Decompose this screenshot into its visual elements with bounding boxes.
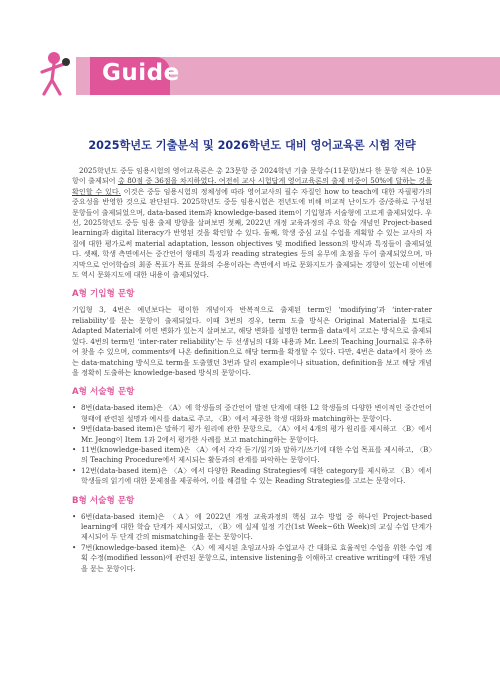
list-item: • 11번(knowledge-based item)은 〈A〉에서 각각 듣기/읽기와 말하기/쓰기에 대한 수업 목표를 제시하고, 〈B〉의 Teaching Procedure에서 제시되는 활동과의 관계를 파악하는 문항이다. (72, 445, 432, 466)
section-a-essay-list (72, 403, 432, 486)
intro-underlined-text: 총 80점 중 36점을 차지하였다. 여전히 교사 시험답게 영어교육론의 출제 비중이 50%에 달하는 것을 확인할 수 있다. (72, 176, 433, 196)
guide-header (0, 57, 500, 95)
mascot-figure-icon (30, 50, 74, 102)
intro-text-1: 2025학년도 중등 임용시험의 영어교육론은 총 23문항 중 2024학년 기출 문항수(11문항)보다 한 문항 적은 10문항이 출제되어 (72, 166, 432, 186)
intro-paragraph (72, 166, 432, 280)
list-item: • 7번(knowledge-based item)은 〈A〉에 제시된 초임교사와 수업교사 간 대화로 효율적인 수업을 위한 수업 계획 수정(modified lesson)에 관련된 문항으로, intensive listening을 이해하고 creative writing에 대한 개념을 묻는 문항이다. (72, 543, 432, 574)
list-item: • 12번(data-based item)은 〈A〉에서 다양한 Reading Strategies에 대한 category를 제시하고 〈B〉에서 학생들의 읽기에 대한 문제점을 제공하여, 이를 해결할 수 있는 Reading Strategies를 고르는 문항이다. (72, 466, 432, 487)
section-b-essay-list (72, 512, 432, 574)
list-item: • 6번(data-based item)은 〈A〉에 2022년 개정 교육과정의 핵심 교수 방법 중 하나인 Project-based learning에 대한 학습 단계가 제시되었고, 〈B〉에 실제 일정 기간(1st Week~6th Week)의 교실 수업 단계가 제시되어 두 단계 간의 mismatching을 묻는 문항이다. (72, 512, 432, 543)
list-item: • 8번(data-based item)은 〈A〉에 학생들의 중간언어 발전 단계에 대한 L2 학생들의 다양한 변이적인 중간언어 형태에 관련된 설명과 예시를 data로 주고, 〈B〉에서 제공한 학생 대화와 matching하는 문항이다. (72, 403, 432, 424)
intro-text-2: 이것은 중등 임용시험의 정체성에 따라 영어교사의 필수 자질인 how to teach에 대한 자필평가의 중요성을 반영한 것으로 판단된다. 2025학년도 중등 임용시험은 전년도에 비해 비교적 난이도가 중/중하로 구성된 문항들이 출제되었으며, data-based item과 knowledge-based item이 기입형과 서술형에 고르게 출제되었다. 우선, 2025학년도 중등 임용 출제 방향을 살펴보면 첫째, 2022년 개정 교육과정의 주요 학습 개념인 Project-based learning과 digital literacy가 반영된 것을 확인할 수 있다. 둘째, 학생 중심 교실 수업을 계획할 수 있는 교사의 자질에 대한 평가로써 material adaptation, lesson objectives 및 modified lesson의 방식과 특징들이 출제되었다. 셋째, 학생 측면에서는 중간언어 형태의 특징과 reading strategies 등의 유무에 초점을 두어 출제되었으며, 마지막으로 언어학습의 최종 목표가 목표 문화의 수용이라는 측면에서 바로 문화지도가 출제되는 경향이 있는데 이번에도 역시 문화지도에 대한 내용이 출제되었다. (72, 186, 432, 280)
header-title: Guide (102, 60, 180, 86)
list-item: • 9번(data-based item)은 말하기 평가 원리에 관한 문항으로, 〈A〉에서 4개의 평가 원리를 제시하고 〈B〉에서 Mr. Jeong이 Item 1과 2에서 평가한 사례를 보고 matching하는 문항이다. (72, 424, 432, 445)
page-title: 2025학년도 기출분석 및 2026학년도 대비 영어교육론 시험 전략 (88, 139, 416, 152)
section-heading-a-fill: A형 기입형 문항 (72, 289, 135, 300)
section-heading-b-essay: B형 서술형 문항 (72, 495, 135, 506)
guide-content (72, 166, 432, 574)
section-a-fill-paragraph: 기입형 3, 4번은 예년보다는 평이한 개념이자 반복적으로 출제된 term인 ‘modifying’과 ‘inter-rater reliability’를 묻는 문항이 출제되었다. 이때 3번의 경우, term 도출 방식은 Original Material을 토대로 Adapted Material에 어떤 변화가 있는지 살펴보고, 해당 변화를 설명한 term을 data에서 고르는 방식으로 출제되었다. 4번의 term인 ‘inter-rater reliability’는 두 선생님의 대화 내용과 Mr. Lee의 Teaching Journal로 유추하여 찾을 수 있으며, comments에 나온 definition으로 해당 term을 확정할 수 있다. 다만, 4번은 data에서 찾아 쓰는 data-matching 방식으로 term을 도출했던 3번과 달리 example이나 situation, definition을 보고 해당 개념을 정확히 도출하는 knowledge-based 방식의 문항이다. (72, 305, 432, 377)
section-heading-a-essay: A형 서술형 문항 (72, 387, 135, 398)
